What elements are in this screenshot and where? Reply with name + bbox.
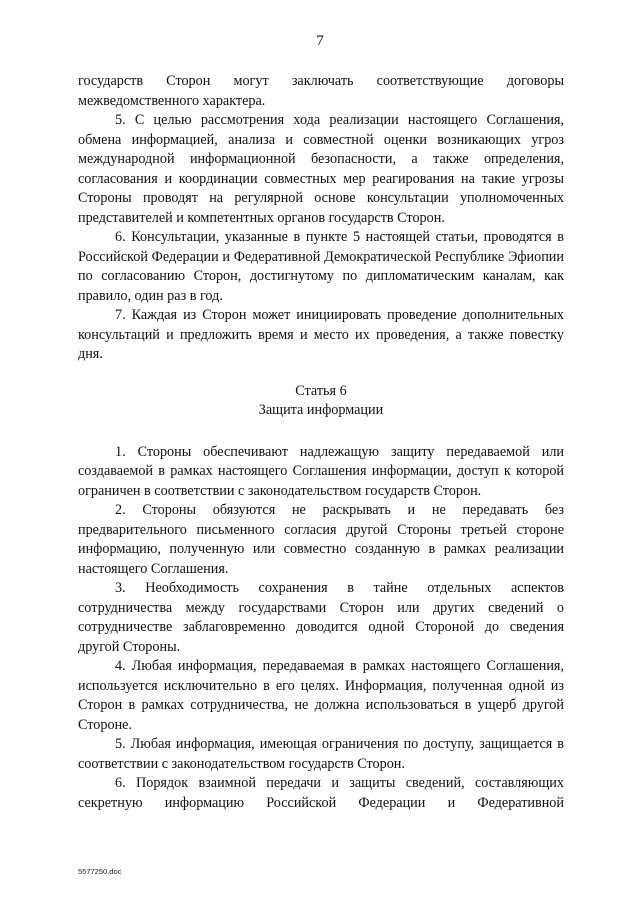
paragraph: 5. Любая информация, имеющая ограничения по доступу, защищается в соответствии с законодательством государств Сторон. bbox=[78, 736, 564, 772]
paragraph: государств Сторон могут заключать соответствующие договоры межведомственного характера. bbox=[78, 73, 564, 109]
paragraph: 1. Стороны обеспечивают надлежащую защиту передаваемой или создаваемой в рамках настоящего Соглашения информации, доступ к которой ограничен в соответствии с законодательством государств Сторон. bbox=[78, 443, 564, 499]
document-body bbox=[78, 72, 564, 813]
paragraph: 7. Каждая из Сторон может инициировать проведение дополнительных консультаций и предложить время и место их проведения, а также повестку дня. bbox=[78, 307, 564, 362]
footer-file-name: 5577250.doc bbox=[78, 867, 122, 876]
paragraph: 6. Консультации, указанные в пункте 5 настоящей статьи, проводятся в Российской Федерации и Федеративной Демократической Республике Эфиопии по согласованию Сторон, достигнутому по дипломатическим каналам, как правило, один раз в год. bbox=[78, 229, 564, 304]
article-heading bbox=[78, 382, 564, 421]
paragraph: 4. Любая информация, передаваемая в рамках настоящего Соглашения, используется исключительно в его целях. Информация, полученная одной из Сторон в рамках сотрудничества, не должна использоваться в ущерб другой Стороне. bbox=[78, 658, 564, 733]
article-number: Статья 6 bbox=[295, 382, 347, 399]
paragraph: 5. С целью рассмотрения хода реализации настоящего Соглашения, обмена информацией, анализа и совместной оценки возникающих угроз международной информационной безопасности, а также определения, согласования и координации совместных мер реагирования на такие угрозы Стороны проводят на регулярной основе консультации уполномоченных представителей и компетентных органов государств Сторон. bbox=[78, 112, 564, 226]
paragraph: 6. Порядок взаимной передачи и защиты сведений, составляющих секретную информацию Российской Федерации и Федеративной bbox=[78, 775, 564, 811]
paragraph: 3. Необходимость сохранения в тайне отдельных аспектов сотрудничества между государствами Сторон или других сведений о сотрудничестве заблаговременно доводится одной Стороной до сведения другой Стороны. bbox=[78, 580, 564, 655]
article-title: Защита информации bbox=[258, 402, 384, 418]
paragraph: 2. Стороны обязуются не раскрывать и не передавать без предварительного письменного согласия другой Стороны третьей стороне информацию, полученную или совместно созданную в рамках реализации настоящего Соглашения. bbox=[78, 502, 564, 577]
page-number: 7 bbox=[316, 33, 324, 49]
